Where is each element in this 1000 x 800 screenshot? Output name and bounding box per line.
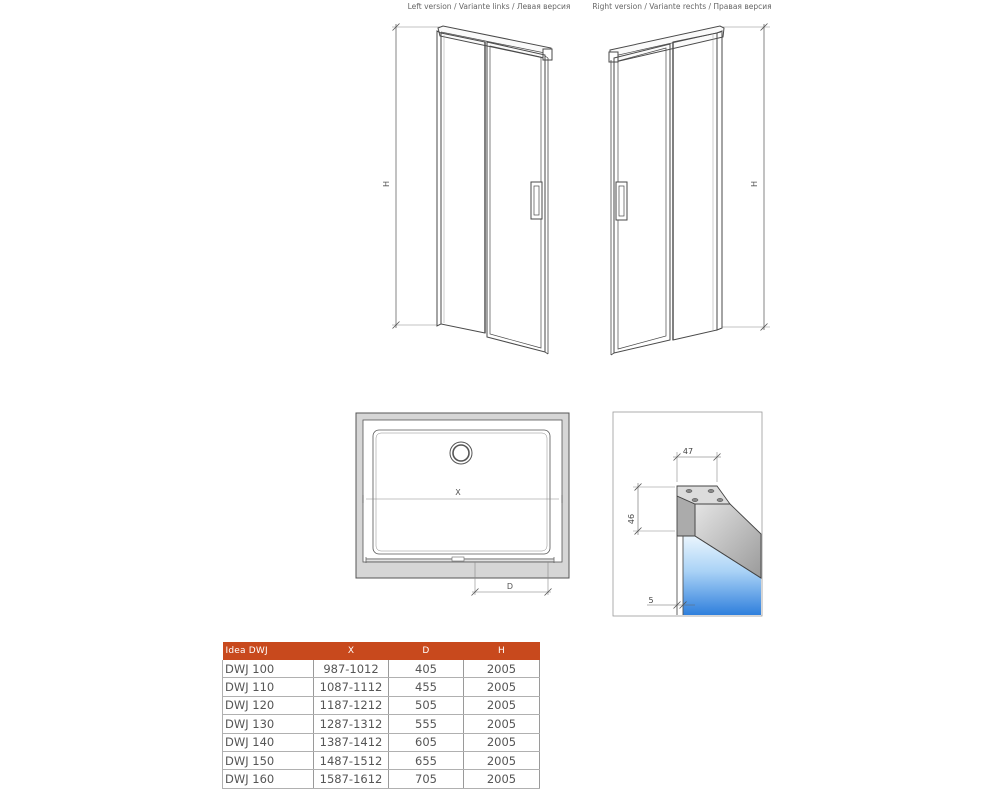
column-header-h: H <box>464 642 540 660</box>
column-header-x: X <box>314 642 389 660</box>
model-cell: DWJ 120 <box>223 696 314 714</box>
x-cell: 1487-1512 <box>314 751 389 769</box>
table-row <box>223 770 540 788</box>
h-cell: 2005 <box>464 733 540 751</box>
x-dimension-label: X <box>455 488 461 497</box>
model-cell: DWJ 100 <box>223 660 314 678</box>
model-cell: DWJ 140 <box>223 733 314 751</box>
right-version-elevation <box>609 24 770 356</box>
d-cell: 605 <box>389 733 464 751</box>
column-header-model: Idea DWJ <box>223 642 314 660</box>
h-cell: 2005 <box>464 751 540 769</box>
size-table <box>222 642 540 789</box>
d-cell: 655 <box>389 751 464 769</box>
plan-view <box>356 413 569 596</box>
column-header-d: D <box>389 642 464 660</box>
table-row <box>223 751 540 769</box>
x-cell: 1087-1112 <box>314 678 389 696</box>
table-row <box>223 660 540 678</box>
x-cell: 987-1012 <box>314 660 389 678</box>
d-cell: 505 <box>389 696 464 714</box>
d-cell: 455 <box>389 678 464 696</box>
table-row <box>223 696 540 714</box>
right-height-label: H <box>750 180 759 188</box>
model-cell: DWJ 150 <box>223 751 314 769</box>
h-cell: 2005 <box>464 770 540 788</box>
left-height-label: H <box>382 180 391 188</box>
d-dimension-label: D <box>506 582 514 591</box>
h-cell: 2005 <box>464 696 540 714</box>
model-cell: DWJ 130 <box>223 715 314 733</box>
table-header-row <box>223 642 540 660</box>
model-cell: DWJ 110 <box>223 678 314 696</box>
x-cell: 1187-1212 <box>314 696 389 714</box>
x-cell: 1387-1412 <box>314 733 389 751</box>
profile-width-label: 47 <box>682 447 694 456</box>
table-row <box>223 733 540 751</box>
left-version-elevation <box>392 24 552 355</box>
right-version-caption: Right version / Variante rechts / Правая версия <box>592 2 772 11</box>
h-cell: 2005 <box>464 660 540 678</box>
x-cell: 1587-1612 <box>314 770 389 788</box>
left-version-caption: Left version / Variante links / Левая версия <box>407 2 571 11</box>
glass-offset-label: 5 <box>648 596 654 605</box>
model-cell: DWJ 160 <box>223 770 314 788</box>
x-cell: 1287-1312 <box>314 715 389 733</box>
h-cell: 2005 <box>464 715 540 733</box>
h-cell: 2005 <box>464 678 540 696</box>
d-cell: 705 <box>389 770 464 788</box>
table-row <box>223 678 540 696</box>
d-cell: 405 <box>389 660 464 678</box>
table-row <box>223 715 540 733</box>
d-cell: 555 <box>389 715 464 733</box>
profile-height-label: 46 <box>627 513 636 525</box>
